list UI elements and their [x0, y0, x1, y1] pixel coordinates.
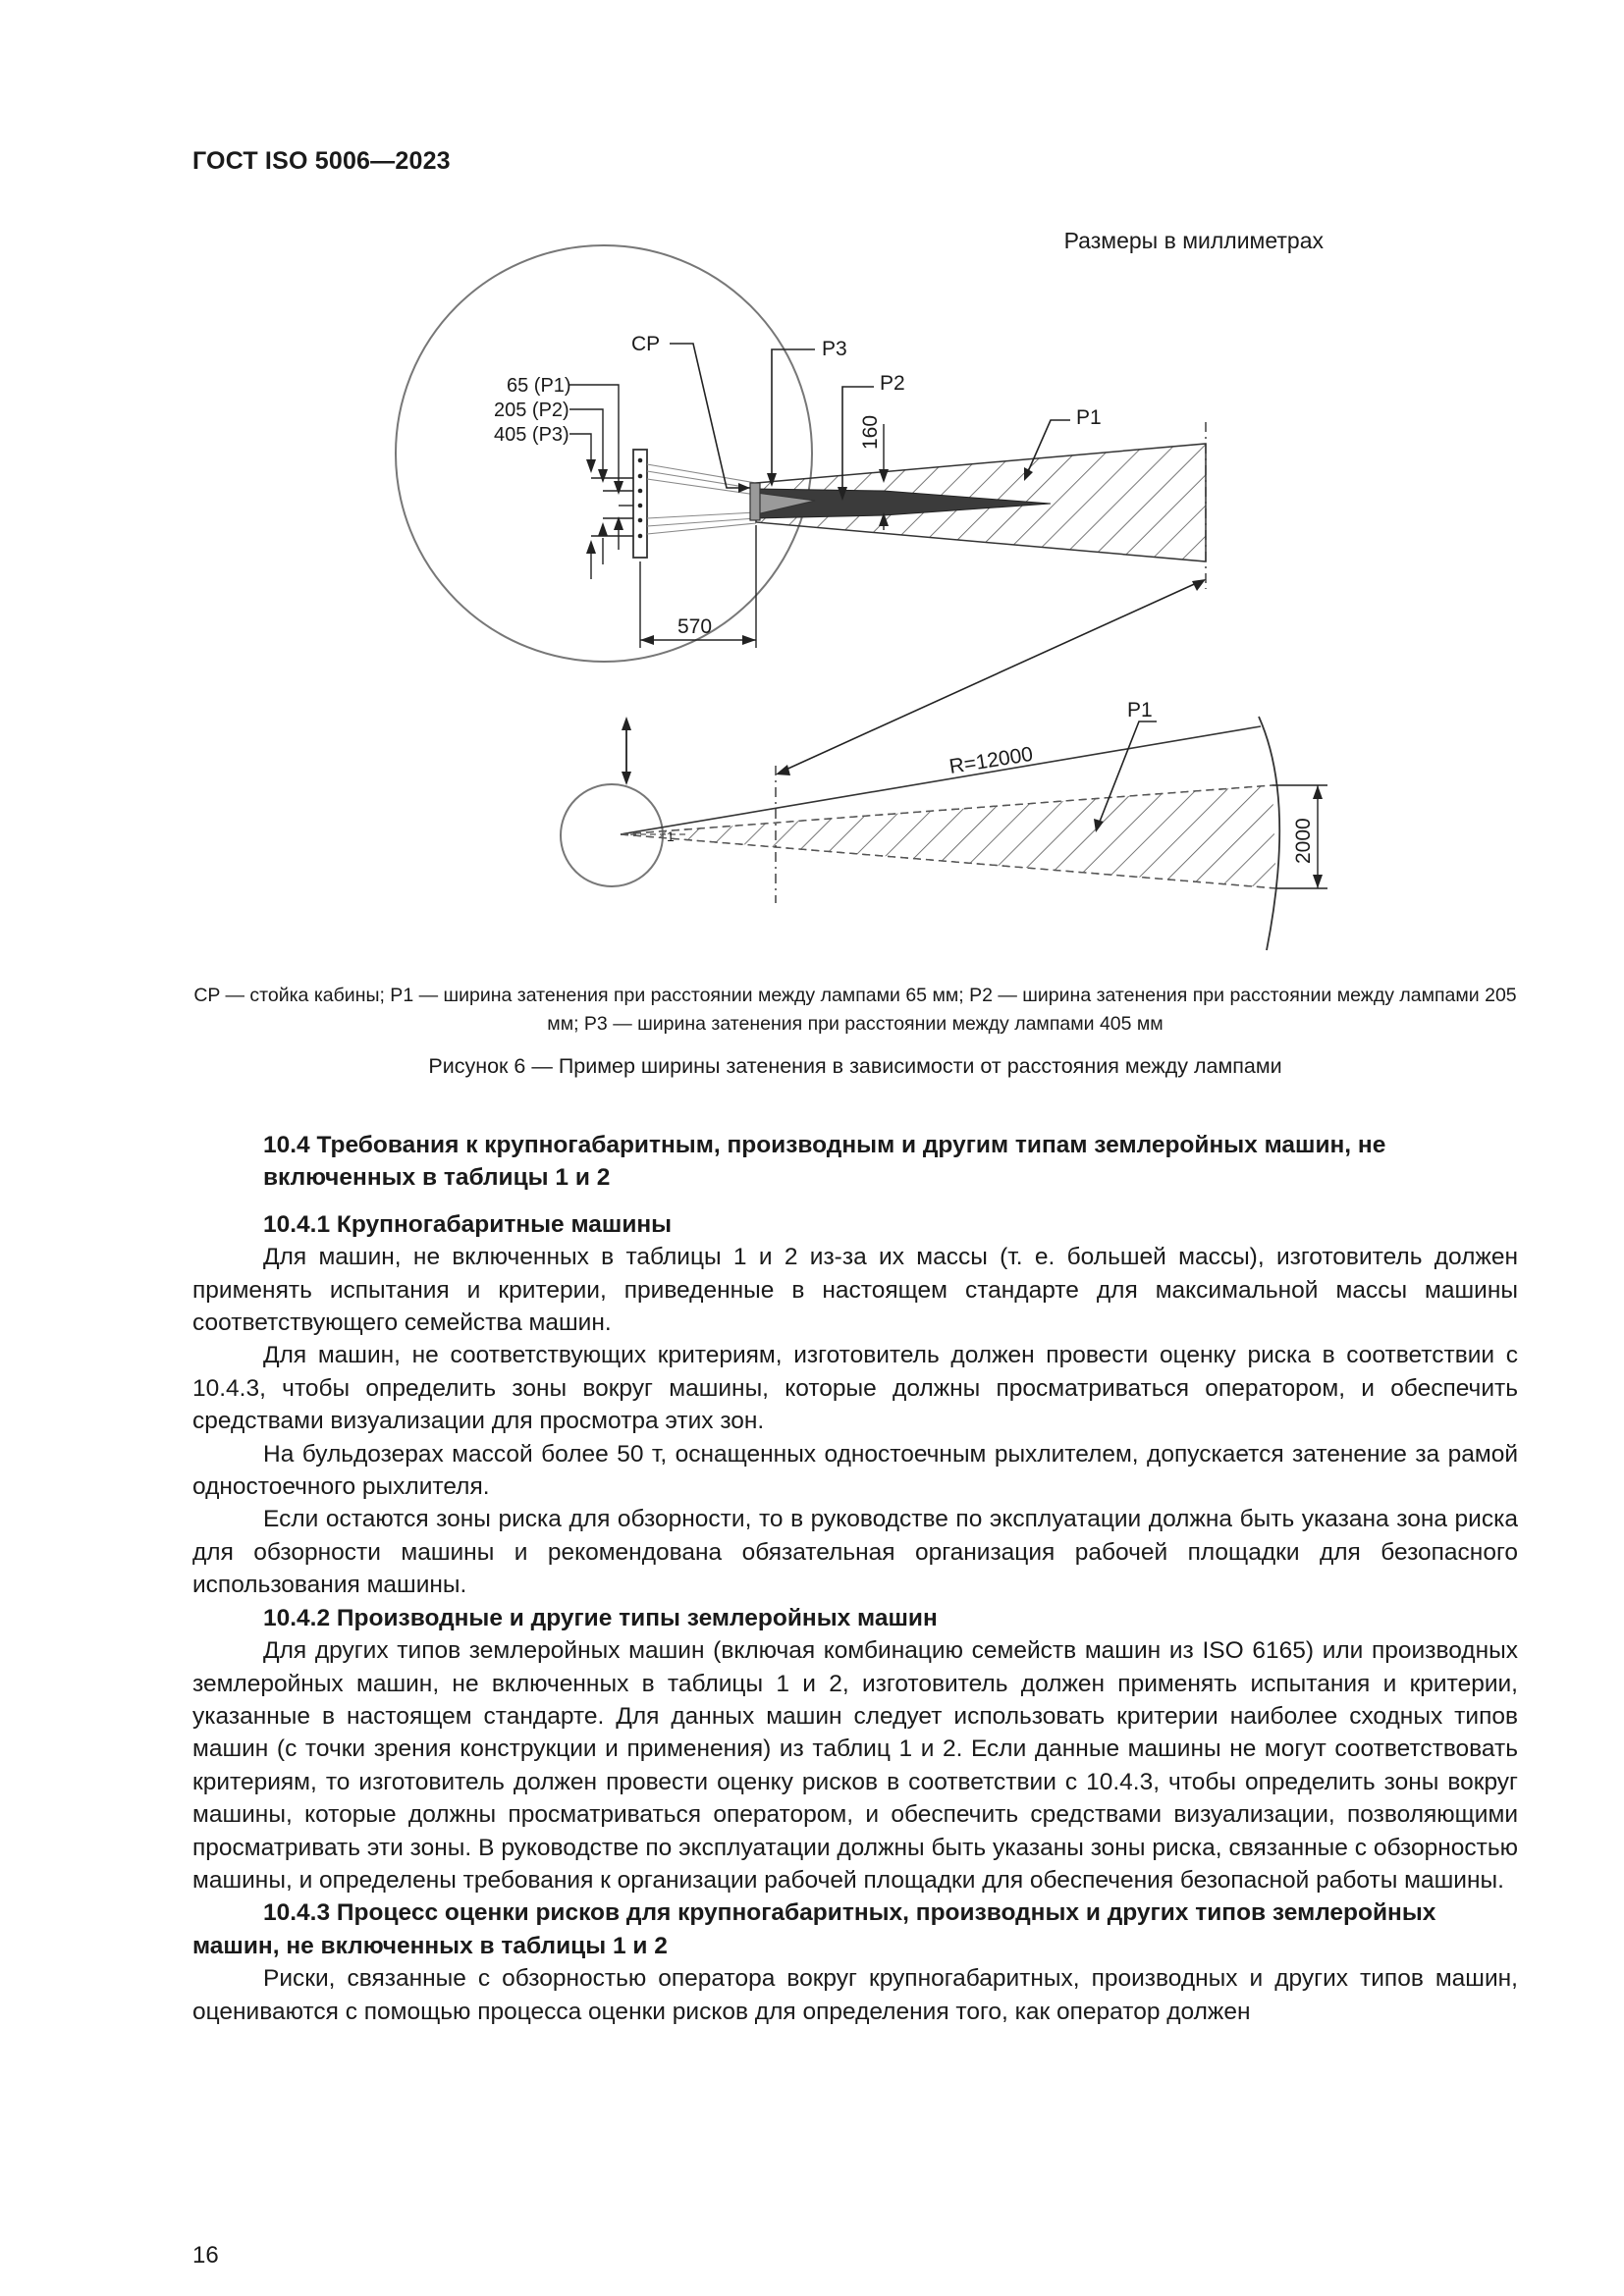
p1-top-label: P1	[1076, 406, 1102, 429]
magnified-view-circle	[396, 245, 812, 662]
figure-6-diagram	[0, 0, 1624, 982]
section-10-4-1-title: 10.4.1 Крупногабаритные машины	[263, 1210, 673, 1238]
section-10-4-2-title: 10.4.2 Производные и другие типы землеройных машин	[263, 1604, 938, 1631]
figure-caption: Рисунок 6 — Пример ширины затенения в зависимости от расстояния между лампами	[428, 1054, 1282, 1078]
dist-p2-label: 205 (P2)	[494, 400, 569, 421]
cab-pillar	[750, 483, 760, 520]
paragraph: Если остаются зоны риска для обзорности, то в руководстве по эксплуатации должна быть указана зона риска для обзорности машины и рекомендована обязательная организация рабочей площадки для безопасного использования машины.	[192, 1506, 1518, 1599]
p2-label: P2	[880, 372, 905, 395]
cp-label: CP	[631, 333, 661, 355]
p1-bottom-label: P1	[1127, 699, 1153, 721]
p3-label: P3	[822, 338, 847, 360]
dist-p1-label: 65 (P1)	[507, 375, 571, 397]
distance-leaders	[569, 385, 633, 579]
dimensions-note: Размеры в миллиметрах	[1063, 228, 1324, 253]
paragraph: Для машин, не включенных в таблицы 1 и 2 из-за их массы (т. е. большей массы), изготовитель должен применять испытания и критерии, приведенные в настоящем стандарте для максимальной массы машины соответствующего семейства машин.	[192, 1244, 1518, 1337]
document-header: ГОСТ ISO 5006—2023	[192, 147, 451, 175]
light-rays	[647, 464, 756, 534]
dist-p3-label: 405 (P3)	[494, 424, 569, 446]
dim-570: 570	[677, 615, 713, 638]
document-body	[192, 1129, 1518, 2028]
paragraph: Риски, связанные с обзорностью оператора вокруг крупногабаритных, производных и других типов машин, оцениваются с помощью процесса оценки рисков для определения того, как оператор должен	[192, 1965, 1518, 2025]
figure-legend: CP — стойка кабины; P1 — ширина затенения при расстоянии между лампами 65 мм; P2 — ширина затенения при расстоянии между лампами 205 мм; P3 — ширина затенения при расстоянии между лампами 405 мм	[193, 985, 1517, 1035]
p1-overview-zone	[621, 785, 1276, 888]
paragraph: Для других типов землеройных машин (включая комбинацию семейств машин из ISO 6165) или производных землеройных машин, не включенных в таблицы 1 и 2, изготовитель должен применять испытания и критерии, указанные в настоящем стандарте. Для данных машин следует использовать критерии наиболее сходных типов машин (с точки зрения конструкции и применения) из таблиц 1 и 2. Если данные машины не могут соответствовать критериям, то изготовитель должен провести оценку рисков в соответствии с 10.4.3, чтобы определить зоны вокруг машины, которые должны просматриваться оператором, и обеспечить средствами визуализации, позволяющими просматривать эти зоны. В руководстве по эксплуатации должны быть указаны зоны риска, связанные с обзорностью машины, и определены требования к организации рабочей площадки для обеспечения безопасной работы машины.	[192, 1637, 1518, 1894]
section-10-4-3-title: 10.4.3 Процесс оценки рисков для крупногабаритных, производных и других типов землеройных машин, не включенных в таблицы 1 и 2	[192, 1899, 1436, 1959]
section-10-4-title: 10.4 Требования к крупногабаритным, производным и другим типам землеройных машин, не включенных в таблицы 1 и 2	[263, 1132, 1386, 1192]
radius-label: R=12000	[947, 742, 1035, 778]
paragraph: Для машин, не соответствующих критериям, изготовитель должен провести оценку риска в соответствии с 10.4.3, чтобы определить зоны вокруг машины, которые должны просматриваться оператором, и обеспечить средствами визуализации для просмотра этих зон.	[192, 1342, 1518, 1435]
angle-one: 1	[667, 828, 675, 844]
paragraph: На бульдозерах массой более 50 т, оснащенных одностоечным рыхлителем, допускается затенение за рамой одностоечного рыхлителя.	[192, 1440, 1518, 1501]
cp-leader	[670, 344, 750, 488]
dim-160: 160	[859, 414, 882, 450]
page-number: 16	[192, 2242, 219, 2269]
dim-2000: 2000	[1292, 818, 1315, 864]
